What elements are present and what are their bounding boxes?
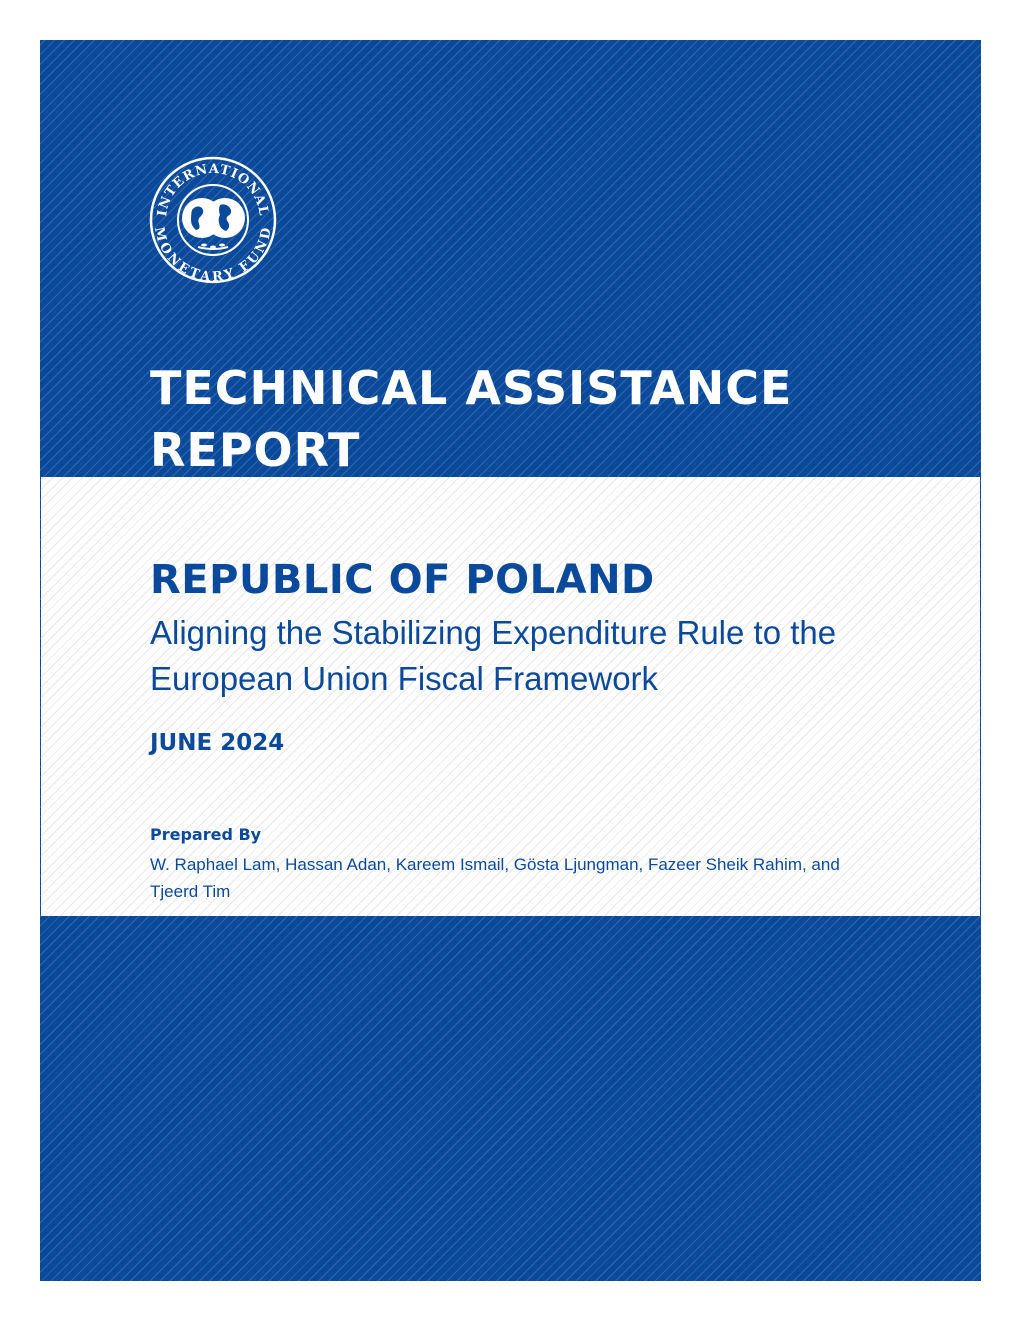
- report-subtitle-line-1: Aligning the Stabilizing Expenditure Rule to the: [150, 614, 837, 651]
- svg-text:MONETARY FUND: MONETARY FUND: [151, 225, 275, 285]
- report-subtitle: [150, 610, 836, 702]
- prepared-by-label: Prepared By: [150, 825, 262, 844]
- imf-seal-icon: [148, 155, 278, 285]
- report-title: [150, 357, 792, 481]
- authors-line-2: Tjeerd Tim: [150, 882, 231, 901]
- svg-text:INTERNATIONAL: INTERNATIONAL: [155, 161, 271, 218]
- country-name: REPUBLIC OF POLAND: [150, 557, 655, 603]
- authors-line-1: W. Raphael Lam, Hassan Adan, Kareem Ismail, Gösta Ljungman, Fazeer Sheik Rahim, and: [150, 855, 840, 874]
- authors-list: [150, 851, 930, 905]
- report-subtitle-line-2: European Union Fiscal Framework: [150, 660, 659, 697]
- title-band: [41, 477, 980, 916]
- report-title-line-1: TECHNICAL ASSISTANCE: [150, 361, 793, 415]
- report-title-line-2: REPORT: [150, 423, 361, 477]
- report-cover: [40, 40, 981, 1281]
- report-date: JUNE 2024: [150, 730, 285, 756]
